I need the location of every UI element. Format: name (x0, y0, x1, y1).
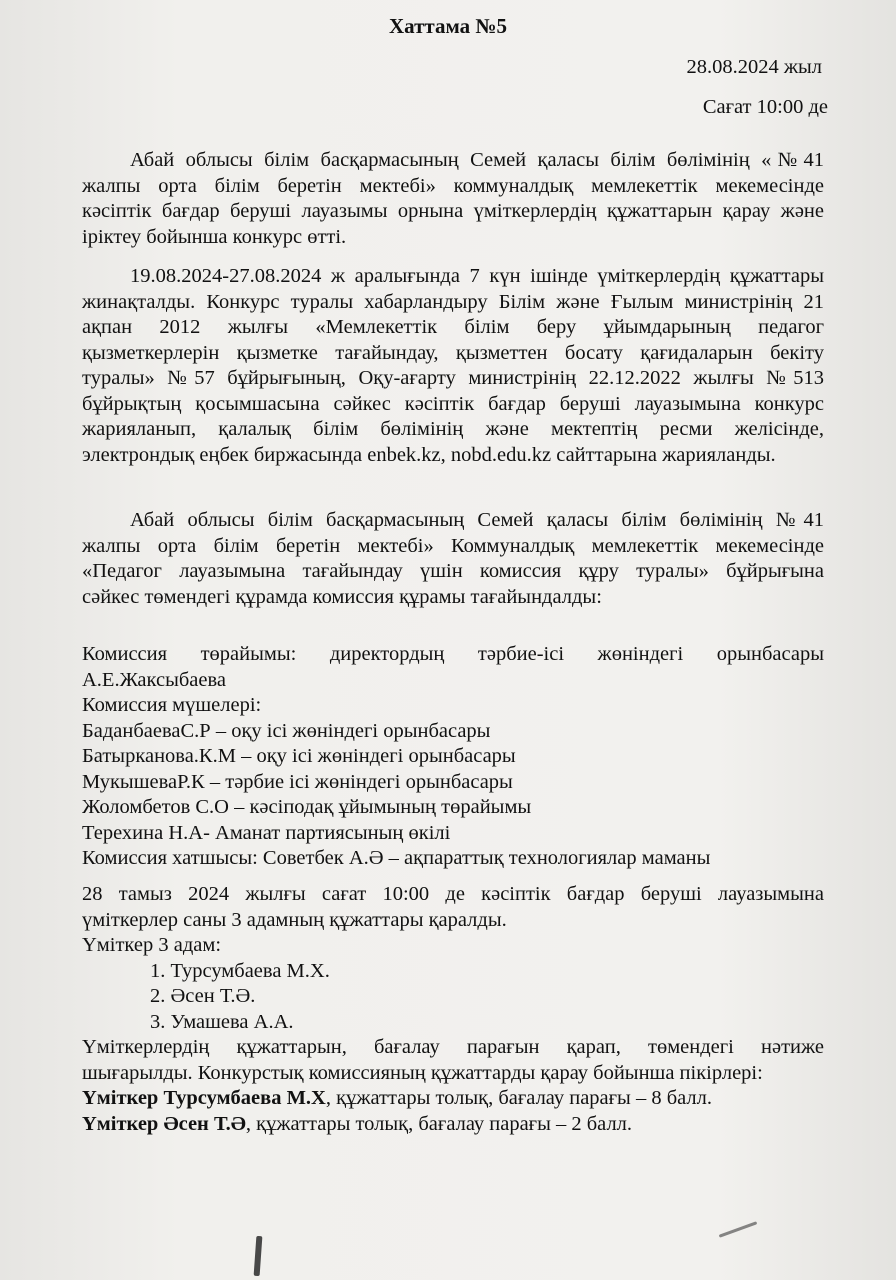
text-line: іріктеу бойынша конкурс өтті. (82, 225, 347, 248)
text-line: жалпы орта білім беретін мектебі» коммуналдық мемлекеттік мекемесінде (82, 174, 824, 197)
commission-chair: Комиссия төрайымы: директордың тәрбие-ісі жөніндегі орынбасары (82, 643, 824, 665)
text-line: туралы» №57 бұйрығының, Оқу-ағарту министрінің 22.12.2022 жылғы №513 (82, 367, 824, 389)
commission-section (82, 642, 824, 872)
member-item: Терехина Н.А- Аманат партиясының өкілі (82, 821, 451, 844)
text-line: бұйрықтың қосымшасына сәйкес кәсіптік бағдар беруші лауазымына конкурс (82, 392, 824, 415)
paragraph-announcement (82, 264, 824, 468)
candidate-name: Үміткер Турсумбаева М.Х (82, 1087, 326, 1109)
ink-mark (254, 1236, 263, 1276)
review-line: үміткерлер саны 3 адамның құжаттары қаралды. (82, 908, 507, 931)
result-intro-line: Үміткерлердің құжаттарын, бағалау парағын қарап, төмендегі нәтиже (82, 1036, 824, 1058)
document-date: 28.08.2024 жыл (686, 56, 822, 78)
result-intro-line: шығарылды. Конкурстық комиссияның құжаттарды қарау бойынша пікірлері: (82, 1061, 763, 1084)
text-line: электрондық еңбек биржасында enbek.kz, nobd.edu.kz сайттарына жарияланды. (82, 443, 776, 466)
commission-chair-name: А.Е.Жаксыбаева (82, 668, 226, 691)
text-line: Абай облысы білім басқармасының Семей қаласы білім бөлімінің «№41 (130, 149, 824, 171)
text-line: 19.08.2024-27.08.2024 ж аралығында 7 күн ішінде үміткерлердің құжаттары (130, 265, 824, 287)
text-line: кәсіптік бағдар беруші лауазымы орнына үміткерлердің құжаттарын қарау және (82, 200, 824, 222)
member-item: БаданбаеваС.Р – оқу ісі жөніндегі орынбасары (82, 719, 491, 742)
commission-secretary: Комиссия хатшысы: Советбек А.Ә – ақпараттық технологиялар маманы (82, 847, 711, 869)
text-line: сәйкес төмендегі құрамда комиссия құрамы тағайындалды: (82, 585, 602, 608)
review-section (82, 882, 824, 1137)
member-item: Жоломбетов С.О – кәсіподақ ұйымының төрайымы (82, 796, 532, 818)
candidates-heading: Үміткер 3 адам: (82, 934, 222, 956)
member-item: МукышеваР.К – тәрбие ісі жөніндегі орынбасары (82, 770, 513, 793)
members-heading: Комиссия мүшелері: (82, 694, 262, 716)
text-line: жинақталды. Конкурс туралы хабарландыру Білім және Ғылым министрінің 21 (82, 290, 824, 313)
document-time: Сағат 10:00 де (702, 96, 828, 118)
text-line: «Педагог лауазымына тағайындау үшін комиссия құру туралы» бұйрығына (82, 560, 824, 582)
candidate-item: 2. Әсен Т.Ә. (150, 985, 256, 1007)
text-line: жарияланып, қалалық білім бөлімінің және мектептің ресми желісінде, (82, 418, 824, 440)
candidate-result: , құжаттары толық, бағалау парағы – 2 балл. (245, 1112, 633, 1135)
text-line: ақпан 2012 жылғы «Мемлекеттік білім беру ұйымдарының педагог (82, 316, 824, 338)
candidate-result: , құжаттары толық, бағалау парағы – 8 балл. (325, 1087, 712, 1109)
candidate-name: Үміткер Әсен Т.Ә (82, 1112, 246, 1135)
result-item (82, 1086, 824, 1112)
ink-mark (719, 1221, 758, 1238)
paragraph-intro (82, 148, 824, 250)
result-item (82, 1112, 824, 1138)
member-item: Батырканова.К.М – оқу ісі жөніндегі орынбасары (82, 745, 516, 767)
paragraph-commission-order (82, 508, 824, 610)
text-line: Абай облысы білім басқармасының Семей қаласы білім бөлімінің №41 (130, 509, 824, 531)
text-line: жалпы орта білім беретін мектебі» Коммуналдық мемлекеттік мекемесінде (82, 534, 824, 557)
candidate-item: 3. Умашева А.А. (150, 1010, 294, 1033)
candidate-item: 1. Турсумбаева М.Х. (150, 959, 330, 982)
review-line: 28 тамыз 2024 жылғы сағат 10:00 де кәсіптік бағдар беруші лауазымына (82, 883, 824, 905)
document-title: Хаттама №5 (388, 14, 508, 38)
text-line: қызметкерлерін қызметке тағайындау, қызметтен босату қағидаларын бекіту (82, 341, 824, 364)
